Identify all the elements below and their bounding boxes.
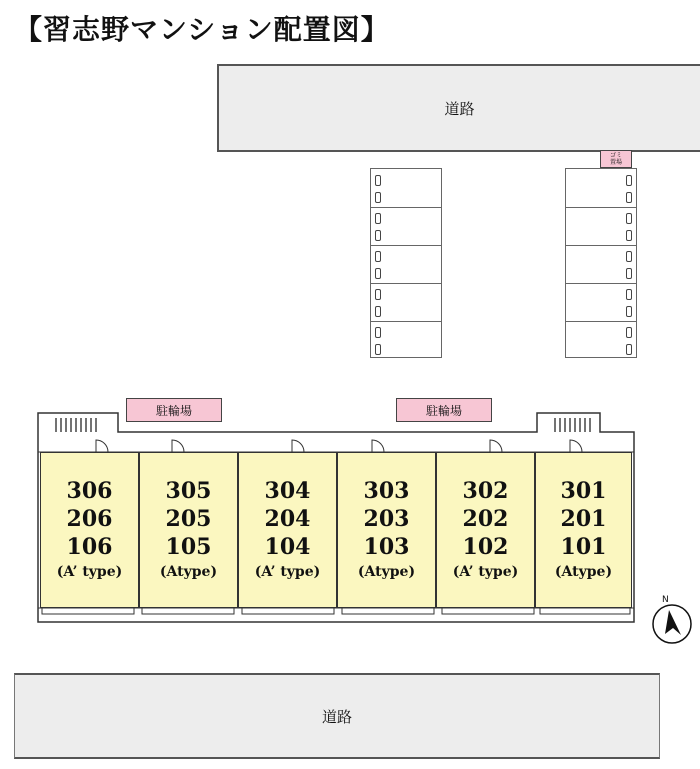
unit-number-3f: 304: [264, 478, 311, 504]
compass-label: N: [662, 595, 669, 605]
unit-number-2f: 206: [66, 506, 113, 532]
bicycle-parking-label: 駐輪場: [155, 403, 192, 418]
page-title: 【習志野マンション配置図】: [14, 13, 390, 46]
unit-number-3f: 305: [165, 478, 212, 504]
unit-number-2f: 204: [264, 506, 311, 532]
unit-number-1f: 102: [462, 534, 509, 560]
unit-number-1f: 104: [264, 534, 311, 560]
unit-number-3f: 306: [66, 478, 113, 504]
unit-number-1f: 101: [560, 534, 607, 560]
unit-column-303: [337, 452, 436, 608]
unit-number-3f: 303: [363, 478, 410, 504]
unit-type: (A’ type): [254, 564, 321, 580]
unit-number-2f: 202: [462, 506, 509, 532]
unit-type: (Atype): [159, 564, 218, 580]
bicycle-parking-label: 駐輪場: [425, 403, 462, 418]
unit-column-302: [436, 452, 535, 608]
unit-column-301: [535, 452, 632, 608]
garbage-label-1: ゴミ: [609, 152, 622, 159]
unit-column-304: [238, 452, 337, 608]
unit-number-1f: 105: [165, 534, 212, 560]
unit-column-306: [40, 452, 139, 608]
unit-type: (A’ type): [452, 564, 519, 580]
unit-number-2f: 201: [560, 506, 607, 532]
unit-number-3f: 302: [462, 478, 509, 504]
unit-type: (Atype): [554, 564, 613, 580]
unit-number-3f: 301: [560, 478, 607, 504]
unit-number-2f: 205: [165, 506, 212, 532]
road-bottom: [14, 673, 660, 759]
unit-type: (Atype): [357, 564, 416, 580]
garbage-label-2: 置場: [609, 159, 622, 166]
road-bottom-label: 道路: [321, 707, 352, 726]
road-top-label: 道路: [444, 99, 475, 118]
unit-column-305: [139, 452, 238, 608]
unit-number-2f: 203: [363, 506, 410, 532]
unit-number-1f: 106: [66, 534, 113, 560]
compass-icon: [648, 590, 696, 646]
unit-type: (A’ type): [56, 564, 123, 580]
unit-number-1f: 103: [363, 534, 410, 560]
